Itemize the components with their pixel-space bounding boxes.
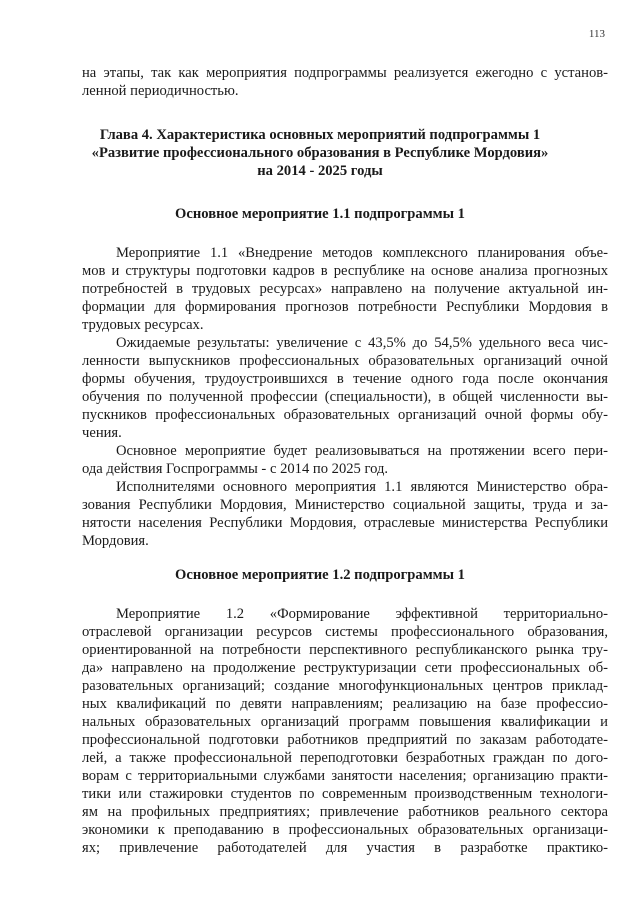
paragraph-line: Исполнителями основного мероприятия 1.1 являются Министерство обра- (116, 479, 608, 495)
paragraph-line: лей, а также профессиональной переподготовки безработных граждан по дого- (82, 750, 608, 766)
paragraph-line: трудовых ресурсах. (82, 317, 204, 333)
paragraph-line: разовательных организаций; создание многофункциональных центров приклад- (82, 678, 608, 694)
paragraph-line: нятости населения Республики Мордовия, отраслевые министерства Республики (82, 515, 608, 531)
paragraph-line: зования Республики Мордовия, Министерство социальной защиты, труда и за- (82, 497, 608, 513)
paragraph-line: формы обучения, трудоустроившихся в течение одного года после окончания (82, 371, 608, 387)
chapter-title-line: «Развитие профессионального образования в Республике Мордовия» (91, 145, 549, 161)
paragraph-line: обучения по полученной профессии (специальности), в общей численности вы- (82, 389, 608, 405)
paragraph-line: пускников профессиональных образовательных организаций очной формы обу- (82, 407, 608, 423)
paragraph-line: Основное мероприятие будет реализовываться на протяжении всего пери- (116, 443, 608, 459)
paragraph-line: нальных образовательных организаций программ повышения квалификации и (82, 714, 608, 730)
section-heading: Основное мероприятие 1.1 подпрограммы 1 (175, 206, 465, 222)
paragraph-line: формации для формирования прогнозов потребности Республики Мордовия в (82, 299, 608, 315)
paragraph-line: Мордовия. (82, 533, 149, 549)
paragraph-line: Ожидаемые результаты: увеличение с 43,5% до 54,5% удельного веса чис- (116, 335, 608, 351)
paragraph-line: ворам с территориальными службами занятости населения; организацию практи- (82, 768, 608, 784)
intro-line: на этапы, так как мероприятия подпрограммы реализуется ежегодно с установ- (82, 65, 608, 81)
intro-line: ленной периодичностью. (82, 83, 239, 99)
paragraph-line: Мероприятие 1.2 «Формирование эффективной территориально- (116, 606, 608, 622)
paragraph-line: мов и структуры подготовки кадров в республике на основе анализа прогнозных (82, 263, 608, 279)
paragraph-line: потребностей в трудовых ресурсах» направлено на получение актуальной ин- (82, 281, 608, 297)
paragraph-line: ях; привлечение работодателей для участия в разработке практико- (82, 840, 608, 856)
page-number: 113 (588, 28, 605, 40)
chapter-title-line: на 2014 - 2025 годы (257, 163, 383, 179)
paragraph-line: экономики к преподаванию в профессиональных образовательных организаци- (82, 822, 608, 838)
paragraph-line: отраслевой организации ресурсов системы профессионального образования, (82, 624, 608, 640)
chapter-title-line: Глава 4. Характеристика основных мероприятий подпрограммы 1 (99, 127, 541, 143)
section-heading: Основное мероприятие 1.2 подпрограммы 1 (175, 567, 465, 583)
paragraph-line: ода действия Госпрограммы - с 2014 по 2025 год. (82, 461, 389, 477)
paragraph-line: ных квалификаций по девяти направлениям; реализацию на базе профессио- (82, 696, 608, 712)
paragraph-line: Мероприятие 1.1 «Внедрение методов комплексного планирования объе- (116, 245, 608, 261)
paragraph-line: профессиональной подготовки работников предприятий по заказам работодате- (82, 732, 608, 748)
paragraph-line: чения. (82, 425, 122, 441)
paragraph-line: да» направлено на продолжение реструктуризации сети профессиональных об- (82, 660, 608, 676)
paragraph-line: ориентированной на потребности перспективного республиканского рынка тру- (82, 642, 608, 658)
paragraph-line: ям на профильных предприятиях; привлечение работников реального сектора (82, 804, 608, 820)
paragraph-line: тики или стажировки студентов по современным производственным технологи- (82, 786, 608, 802)
paragraph-line: ленности выпускников профессиональных образовательных организаций очной (82, 353, 608, 369)
